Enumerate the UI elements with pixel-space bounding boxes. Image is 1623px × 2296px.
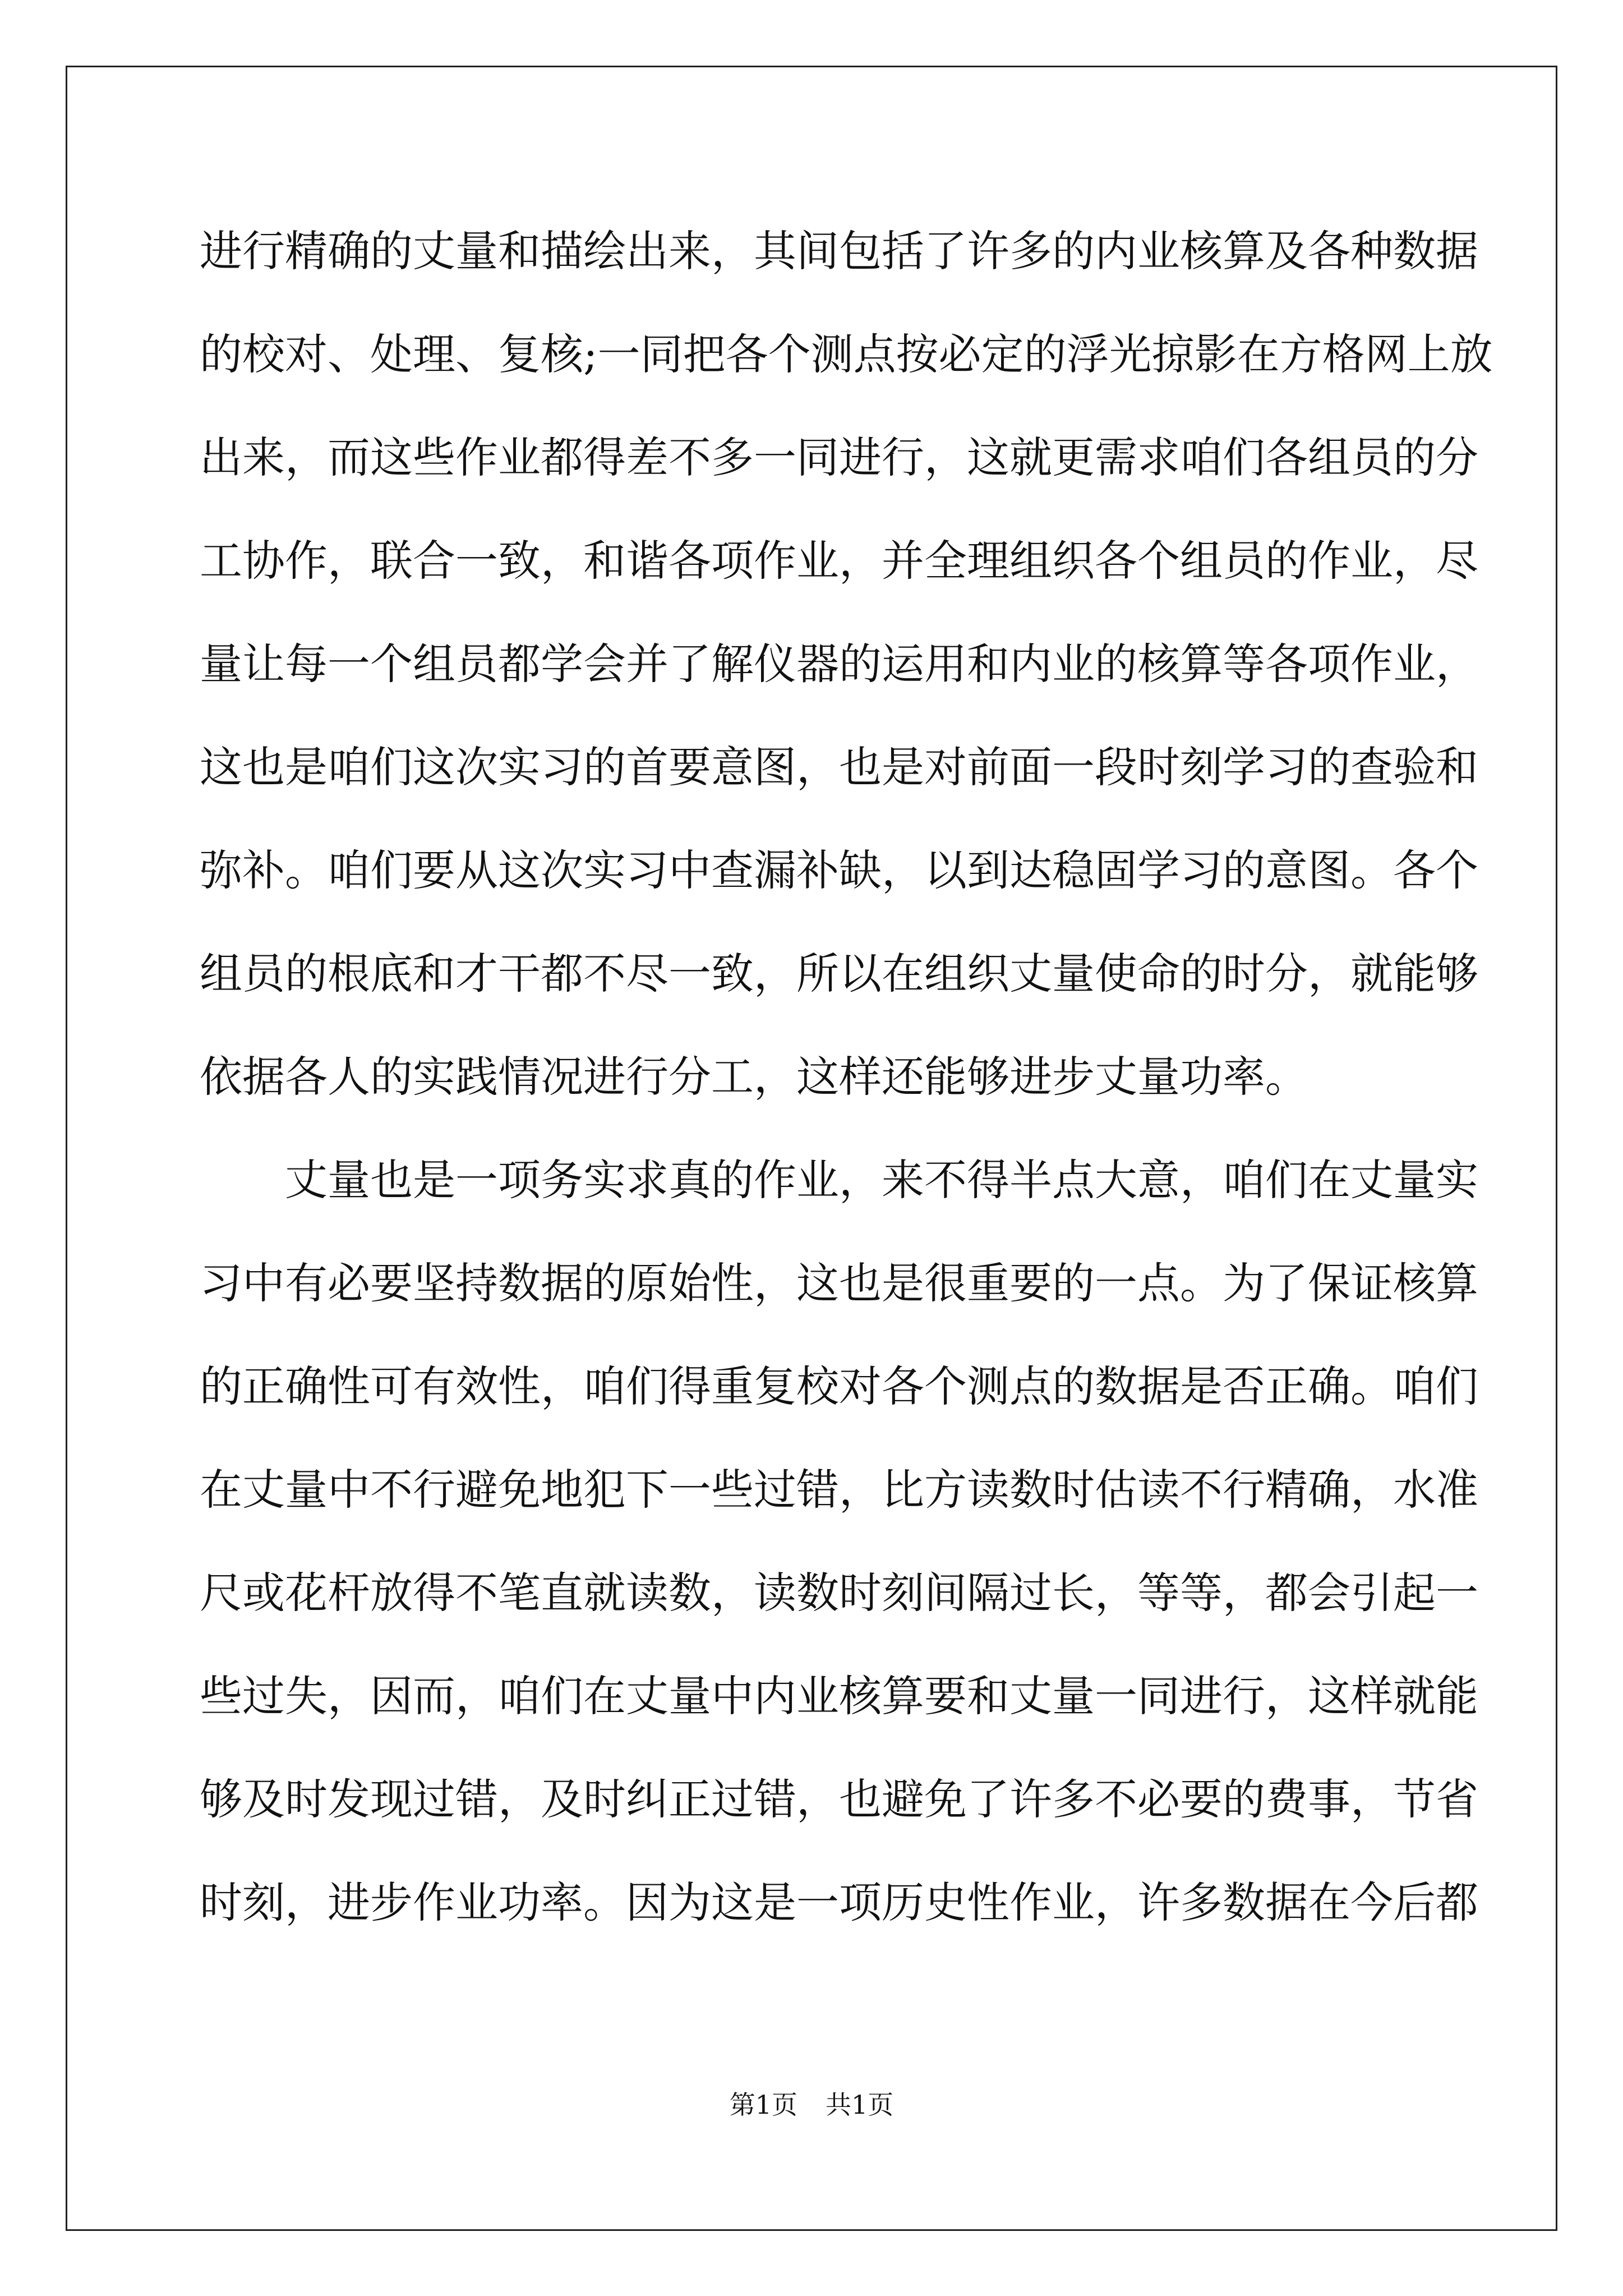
page-footer bbox=[0, 2088, 1623, 2122]
text-line: 在丈量中不行避免地犯下一些过错，比方读数时估读不行精确，水准 bbox=[200, 1465, 1478, 1515]
text-line: 量让每一个组员都学会并了解仪器的运用和内业的核算等各项作业， bbox=[200, 639, 1478, 689]
page-number-current: 第1页 bbox=[729, 2090, 797, 2120]
text-line: 弥补。咱们要从这次实习中查漏补缺，以到达稳固学习的意图。各个 bbox=[200, 845, 1478, 895]
text-line: 尺或花杆放得不笔直就读数，读数时刻间隔过长，等等，都会引起一 bbox=[200, 1568, 1478, 1618]
text-line: 够及时发现过错，及时纠正过错，也避免了许多不必要的费事，节省 bbox=[200, 1774, 1478, 1824]
text-line: 些过失，因而，咱们在丈量中内业核算要和丈量一同进行，这样就能 bbox=[200, 1671, 1478, 1721]
document-body bbox=[200, 220, 1493, 1975]
text-line: 组员的根底和才干都不尽一致，所以在组织丈量使命的时分，就能够 bbox=[200, 949, 1478, 999]
text-line: 工协作，联合一致，和谐各项作业，并全理组织各个组员的作业，尽 bbox=[200, 536, 1478, 586]
text-line: 进行精确的丈量和描绘出来，其间包括了许多的内业核算及各种数据 bbox=[200, 226, 1478, 276]
text-line: 出来，而这些作业都得差不多一同进行，这就更需求咱们各组员的分 bbox=[200, 432, 1478, 482]
text-line: 丈量也是一项务实求真的作业，来不得半点大意，咱们在丈量实 bbox=[285, 1155, 1478, 1205]
text-line: 依据各人的实践情况进行分工，这样还能够进步丈量功率。 bbox=[200, 1052, 1308, 1102]
page-number-total: 共1页 bbox=[826, 2090, 894, 2120]
text-line: 时刻，进步作业功率。因为这是一项历史性作业，许多数据在今后都 bbox=[200, 1878, 1478, 1927]
text-line: 的正确性可有效性，咱们得重复校对各个测点的数据是否正确。咱们 bbox=[200, 1361, 1478, 1411]
text-line: 习中有必要坚持数据的原始性，这也是很重要的一点。为了保证核算 bbox=[200, 1258, 1478, 1308]
text-line: 的校对、处理、复核;一同把各个测点按必定的浮光掠影在方格网上放 bbox=[200, 329, 1493, 379]
text-line: 这也是咱们这次实习的首要意图，也是对前面一段时刻学习的查验和 bbox=[200, 742, 1478, 792]
